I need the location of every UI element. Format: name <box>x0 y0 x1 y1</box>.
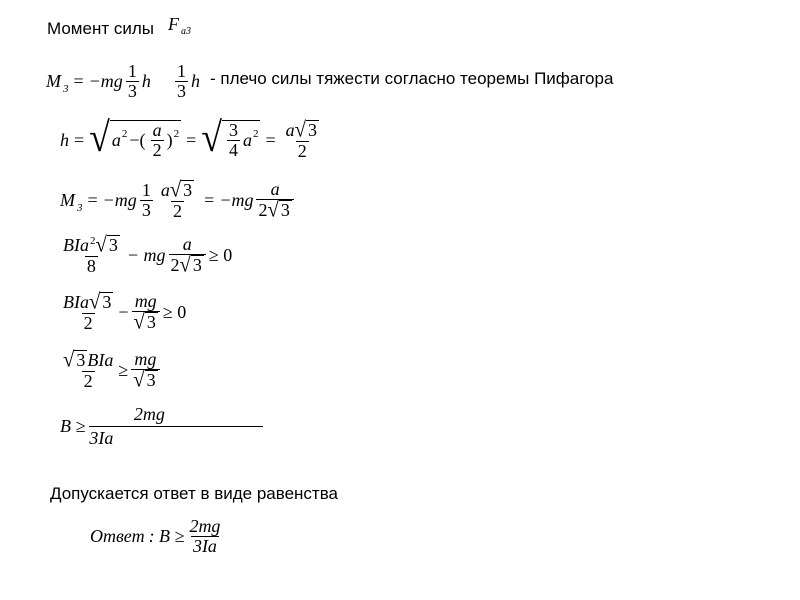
title-line <box>47 14 191 39</box>
m3-equation: M $_3$ = −mg $\frac{1}{3}$ a √ 3 2 = −mg a 2 √ 3 <box>60 180 297 221</box>
inequality-2: BIa √ 3 2 − mg √ 3 ≥ 0 <box>63 290 187 334</box>
arm-description: $\frac{1}{3}$ h - плечо силы тяжести согласно теоремы Пифагора <box>177 61 614 101</box>
title-label: Момент силы <box>47 18 154 38</box>
arm-description-text: - плечо силы тяжести согласно теоремы Пифагора <box>210 69 614 89</box>
answer-formula: Ответ : B ≥ $\frac{2mg}{3Ia}$ <box>90 516 221 556</box>
inequality-1: BIa$^2$ √ 3 8 − mg a 2 √ 3 ≥ 0 <box>63 233 233 277</box>
inequality-3: √ 3 BIa 2 ≥ mg √ 3 <box>58 350 163 391</box>
inequality-4: B ≥ $\frac{2mg}{3Ia}$ <box>60 405 263 448</box>
note-text: Допускается ответ в виде равенства <box>50 484 339 503</box>
force-symbol: F $_{a3}$ <box>167 14 191 37</box>
h-equation: h = √ a 2 −( $\frac{a}{2}$ ) 2 = √ $\frac{3}{4}$ a 2 = a √ 3 2 <box>60 115 317 162</box>
answer-label: Ответ <box>90 525 145 546</box>
moment-formula: M $_3$ = −mg $\frac{1}{3}$ h <box>46 61 151 101</box>
